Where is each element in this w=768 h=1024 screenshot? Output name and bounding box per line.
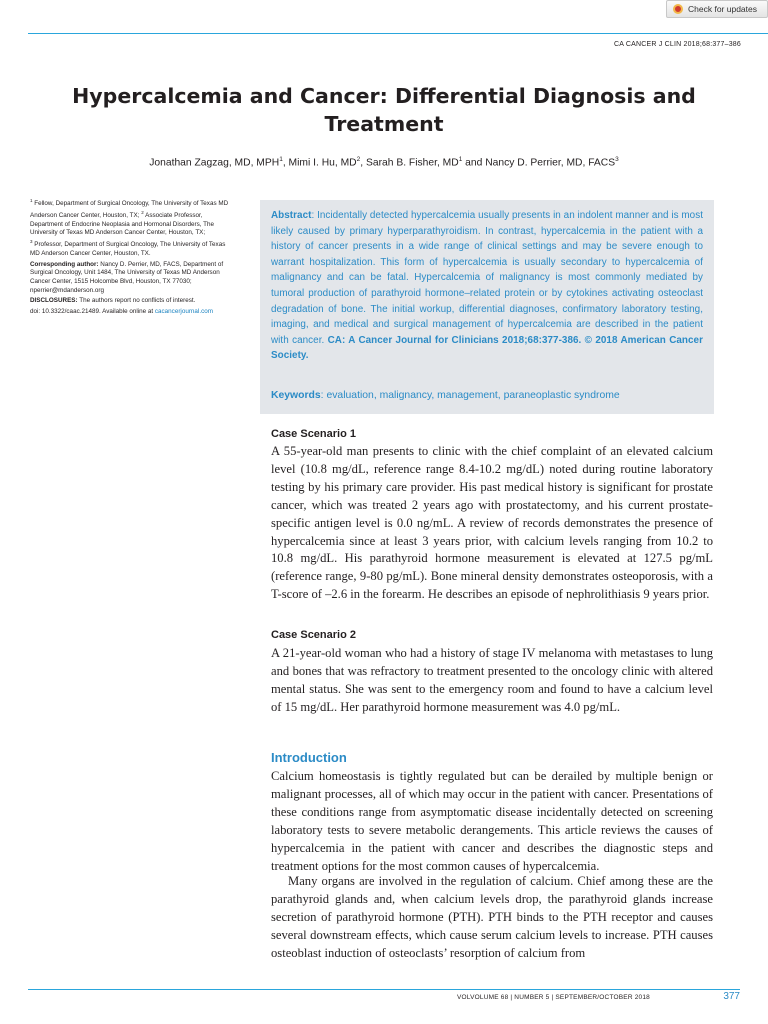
author-separator: ,: [282, 157, 289, 169]
author-name: Sarah B. Fisher, MD: [365, 157, 459, 169]
crossmark-icon: [673, 4, 683, 14]
author-name: Nancy D. Perrier, MD, FACS: [485, 157, 616, 169]
case-scenario-1-heading: Case Scenario 1: [271, 428, 356, 440]
affiliation-text: Fellow, Department of Surgical Oncology, The University of Texas MD Anderson Cancer Center, Houston, TX;: [30, 200, 229, 219]
abstract-citation: CA: A Cancer Journal for Clinicians 2018;68:377-386. © 2018 American Cancer Society.: [271, 334, 703, 362]
disclosures-text: The authors report no conflicts of interest.: [77, 297, 196, 305]
affiliation-marker: 1: [458, 156, 463, 163]
affiliation-marker: 1: [279, 156, 283, 163]
corresponding-author-label: Corresponding author:: [30, 260, 99, 268]
affiliation-marker: 3: [30, 239, 33, 244]
abstract-label: Abstract: [271, 210, 312, 221]
keywords-label: Keywords: [271, 390, 321, 401]
affiliations: [30, 197, 236, 259]
affiliation-marker: 2: [141, 209, 144, 215]
check-for-updates-label: Check for updates: [688, 4, 757, 14]
header-rule: [28, 33, 768, 34]
affiliation-marker: 2: [356, 156, 361, 163]
issue-info: VOLVOLUME 68 | NUMBER 5 | SEPTEMBER/OCTOBER 2018: [457, 994, 650, 1001]
corresponding-author-text: Nancy D. Perrier, MD, FACS, Department of Surgical Oncology, Unit 1484, The University of Texas MD Anderson Cancer Center, 1515 Holcombe Blvd, Houston, TX 77030; nperrier@mdanderson.org: [30, 260, 224, 294]
keywords-text: : evaluation, malignancy, management, paraneoplastic syndrome: [320, 390, 620, 401]
disclosures: [30, 297, 236, 306]
case-scenario-1-text: A 55-year-old man presents to clinic with the chief complaint of an elevated calcium level (10.8 mg/dL, reference range 8.4-10.2 mg/dL) noted during routine laboratory testing by his primary care provider. His past medical history is significant for prostate cancer, which was treated 2 years ago with prostatectomy, and his current prostate-specific antigen level is 0.0 ng/mL. A review of records demonstrates the presence of hypercalcemia since at least 3 years prior, with calcium levels ranging from 10.2 to 10.8 mg/dL. His parathyroid hormone measurement is elevated at 127.5 pg/mL (reference range, 9-80 pg/mL). Bone mineral density demonstrates osteoporosis, with a T-score of –2.6 in the forearm. He describes an episode of nephrolithiasis 9 years prior.: [271, 444, 713, 602]
affiliation-marker: 1: [30, 198, 33, 203]
author-name: Mimi I. Hu, MD: [288, 157, 357, 169]
journal-website-link[interactable]: cacancerjournal.com: [154, 308, 213, 316]
check-for-updates-button[interactable]: [666, 0, 768, 18]
author-separator: and: [462, 157, 486, 169]
affiliation-text: Professor, Department of Surgical Oncology, The University of Texas MD Anderson Cancer Center, Houston, TX.: [30, 241, 226, 257]
abstract-text: : Incidentally detected hypercalcemia usually presents in an indolent manner and is most likely caused by primary hyperparathyroidism. In contrast, hypercalcemia in the patient with a history of cancer presents in a wide range of clinical settings and may be severe enough to warrant hospitalization. This form of hypercalcemia is usually secondary to hypercalcemia of malignancy and can be fatal. Hypercalcemia of malignancy is most commonly mediated by tumoral production of parathyroid hormone–related protein or by cytokines activating osteoclast degradation of bone. The initial workup, differential diagnoses, confirmatory laboratory testing, imaging, and medical and surgical management of hypercalcemia are described in the patient with cancer.: [271, 210, 703, 346]
author-separator: ,: [360, 157, 366, 169]
case-scenario-2-text: A 21-year-old woman who had a history of stage IV melanoma with metastases to lung and bones that was refractory to treatment presented to the oncology clinic with altered mental status. She was sent to the emergency room and found to have a calcium level of 15 mg/dL. Her parathyroid hormone measurement was 4.0 pg/mL.: [271, 646, 713, 714]
corresponding-author: [30, 261, 236, 296]
journal-reference: CA CANCER J CLIN 2018;68:377–386: [613, 41, 741, 48]
doi-text: doi: 10.3322/caac.21489. Available online at: [30, 308, 155, 316]
article-sidebar: [30, 197, 236, 317]
keywords: [271, 390, 620, 401]
abstract-box: [260, 200, 714, 414]
doi: [30, 308, 236, 317]
affiliation-marker: 3: [615, 156, 619, 163]
introduction-paragraph-1: Calcium homeostasis is tightly regulated but can be derailed by multiple benign or malignant processes, all of which may occur in the patient with cancer. Presentations of these conditions range from asymptomatic disease incidentally detected on screening laboratory tests to severe metabolic derangements. This article reviews the causes of hypercalcemia in the patient with cancer and describes the diagnostic steps and treatment options for the most common causes of hypercalcemia.: [271, 769, 713, 873]
introduction-heading: Introduction: [271, 750, 347, 765]
case-scenario-2-heading: Case Scenario 2: [271, 629, 356, 641]
introduction-paragraph-2: Many organs are involved in the regulation of calcium. Chief among these are the parathyroid glands and, when calcium levels drop, the parathyroid glands increase secretion of parathyroid hormone (PTH). PTH binds to the PTH receptor and causes several downstream effects, which cause serum calcium levels to increase. PTH causes osteoblast induction of osteoclasts’ resorption of calcium from: [271, 874, 713, 960]
article-title: Hypercalcemia and Cancer: Differential Diagnosis and Treatment: [72, 84, 696, 136]
author-list: [40, 156, 728, 168]
abstract: [271, 208, 703, 364]
affiliation-text: Associate Professor, Department of Endocrine Neoplasia and Hormonal Disorders, The University of Texas MD Anderson Cancer Center, Houston, TX;: [30, 211, 214, 237]
author-name: Jonathan Zagzag, MD, MPH: [149, 157, 280, 169]
page-number: 377: [723, 991, 740, 1002]
disclosures-label: DISCLOSURES:: [30, 297, 78, 305]
footer-rule: [28, 989, 740, 990]
